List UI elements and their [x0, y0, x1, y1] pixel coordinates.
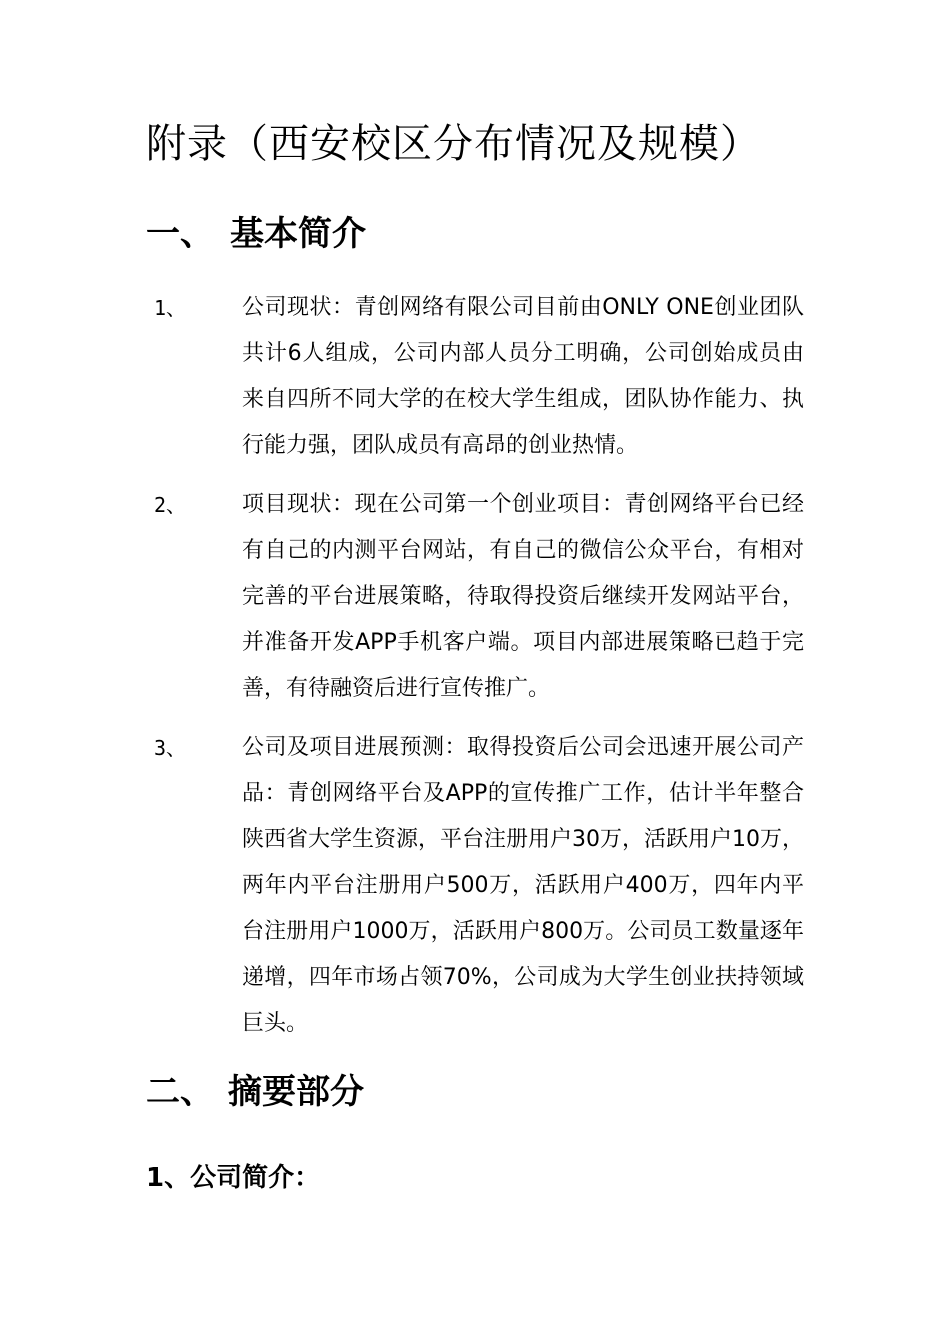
section-number: 二、 [146, 1072, 214, 1112]
item-number: 3、 [154, 736, 187, 760]
item-text: 公司现状：青创网络有限公司目前由ONLY ONE创业团队共计6人组成，公司内部人员分工明确，公司创始成员由来自四所不同大学的在校大学生组成，团队协作能力、执行能力强，团队成员有高昂的创业热情。 [242, 295, 804, 458]
item-text: 项目现状：现在公司第一个创业项目：青创网络平台已经有自己的内测平台网站，有自己的微信公众平台，有相对完善的平台进展策略，待取得投资后继续开发网站平台，并准备开发APP手机客户端。项目内部进展策略已趋于完善，有待融资后进行宣传推广。 [242, 492, 804, 701]
section-number: 一、 [146, 214, 214, 254]
item-number: 1、 [154, 296, 187, 320]
page-title: 附录（西安校区分布情况及规模） [146, 121, 761, 167]
section-heading-summary [146, 1068, 364, 1116]
section-title: 摘要部分 [228, 1072, 364, 1112]
item-text: 公司及项目进展预测：取得投资后公司会迅速开展公司产品：青创网络平台及APP的宣传推广工作，估计半年整合陕西省大学生资源，平台注册用户30万，活跃用户10万，两年内平台注册用户500万，活跃用户400万，四年内平台注册用户1000万，活跃用户800万。公司员工数量逐年递增，四年市场占领70%，公司成为大学生创业扶持领域巨头。 [242, 735, 804, 1036]
section-heading-basic-intro [146, 210, 366, 258]
section-title: 基本简介 [230, 214, 366, 254]
subheading-company-intro: 1、公司简介： [146, 1163, 321, 1193]
item-number: 2、 [154, 493, 187, 517]
